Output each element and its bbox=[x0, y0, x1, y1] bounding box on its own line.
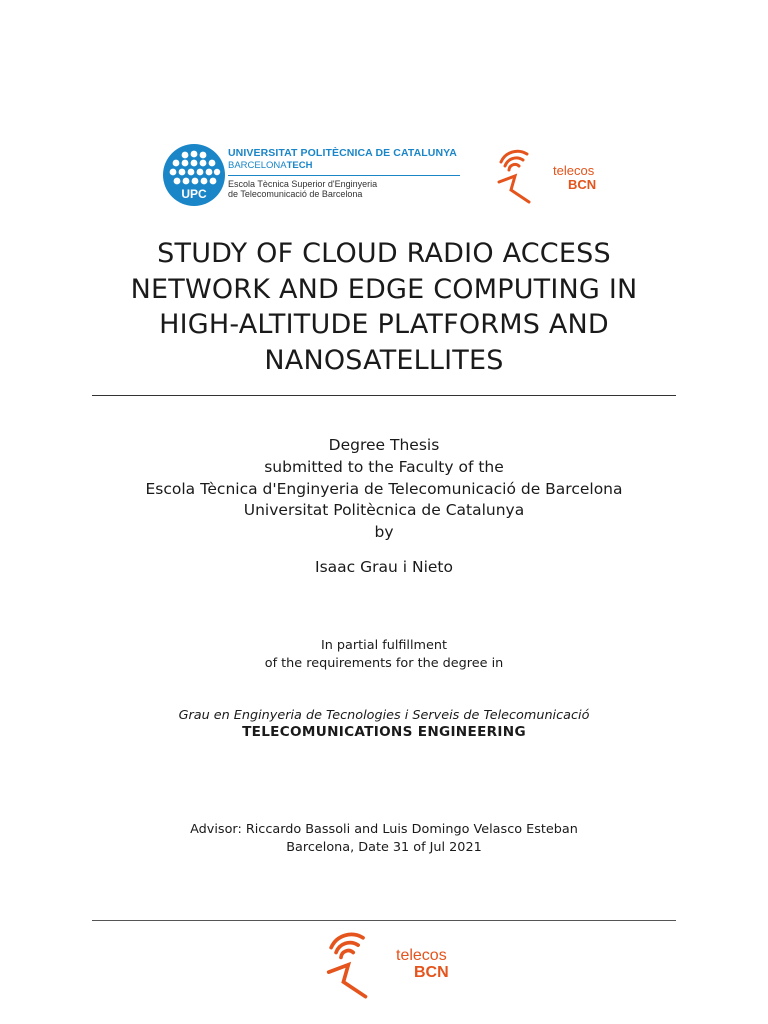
title-line: NETWORK AND EDGE COMPUTING IN bbox=[130, 273, 638, 305]
title-line: STUDY OF CLOUD RADIO ACCESS bbox=[157, 238, 611, 269]
title-divider bbox=[92, 395, 676, 396]
bcn-word: BCN bbox=[568, 176, 597, 192]
degree-line: Universitat Politècnica de Catalunya bbox=[243, 501, 525, 520]
thesis-title bbox=[0, 236, 768, 378]
degree-statement bbox=[0, 435, 768, 544]
fulfillment-line: of the requirements for the degree in bbox=[264, 655, 504, 671]
telecos-word: telecos bbox=[553, 163, 595, 178]
author-name: Isaac Grau i Nieto bbox=[315, 558, 453, 576]
advisor-line: Advisor: Riccardo Bassoli and Luis Domingo Velasco Esteban bbox=[190, 822, 578, 837]
telecos-word: telecos bbox=[396, 947, 447, 964]
title-line: HIGH-ALTITUDE PLATFORMS AND bbox=[159, 309, 609, 340]
advisor-block bbox=[0, 821, 768, 856]
fulfillment-statement bbox=[0, 637, 768, 672]
upc-barcelonatech bbox=[228, 160, 468, 171]
telecos-antenna-icon bbox=[314, 928, 390, 1004]
degree-line: by bbox=[374, 523, 394, 542]
telecos-antenna-icon bbox=[487, 146, 549, 208]
telecos-footer-logo bbox=[314, 928, 464, 1004]
telecos-header-logo bbox=[487, 146, 607, 208]
program-name-catalan: Grau en Enginyeria de Tecnologies i Serveis de Telecomunicació bbox=[178, 708, 590, 723]
upc-logo bbox=[163, 144, 225, 206]
degree-line: Degree Thesis bbox=[328, 436, 440, 454]
place-date-line: Barcelona, Date 31 of Jul 2021 bbox=[286, 839, 482, 855]
telecos-footer-wordmark bbox=[396, 948, 449, 982]
program-name-english: TELECOMUNICATIONS ENGINEERING bbox=[242, 724, 526, 740]
upc-school-line2: de Telecomunicació de Barcelona bbox=[228, 189, 363, 199]
degree-line: submitted to the Faculty of the bbox=[264, 457, 504, 476]
footer-divider bbox=[92, 920, 676, 921]
upc-tech: TECH bbox=[286, 160, 313, 171]
upc-university-name: UNIVERSITAT POLITÈCNICA DE CATALUNYA bbox=[228, 147, 457, 159]
upc-wordmark bbox=[228, 147, 468, 199]
upc-school-line1: Escola Tècnica Superior d'Enginyeria bbox=[228, 179, 378, 189]
telecos-header-wordmark bbox=[553, 164, 596, 191]
bcn-word: BCN bbox=[414, 963, 449, 981]
title-line: NANOSATELLITES bbox=[264, 344, 504, 376]
upc-seal-text: UPC bbox=[181, 187, 207, 201]
upc-barcelona: BARCELONA bbox=[228, 160, 287, 171]
fulfillment-line: In partial fulfillment bbox=[320, 638, 448, 653]
degree-line: Escola Tècnica d'Enginyeria de Telecomunicació de Barcelona bbox=[145, 479, 623, 498]
upc-divider bbox=[228, 175, 460, 176]
